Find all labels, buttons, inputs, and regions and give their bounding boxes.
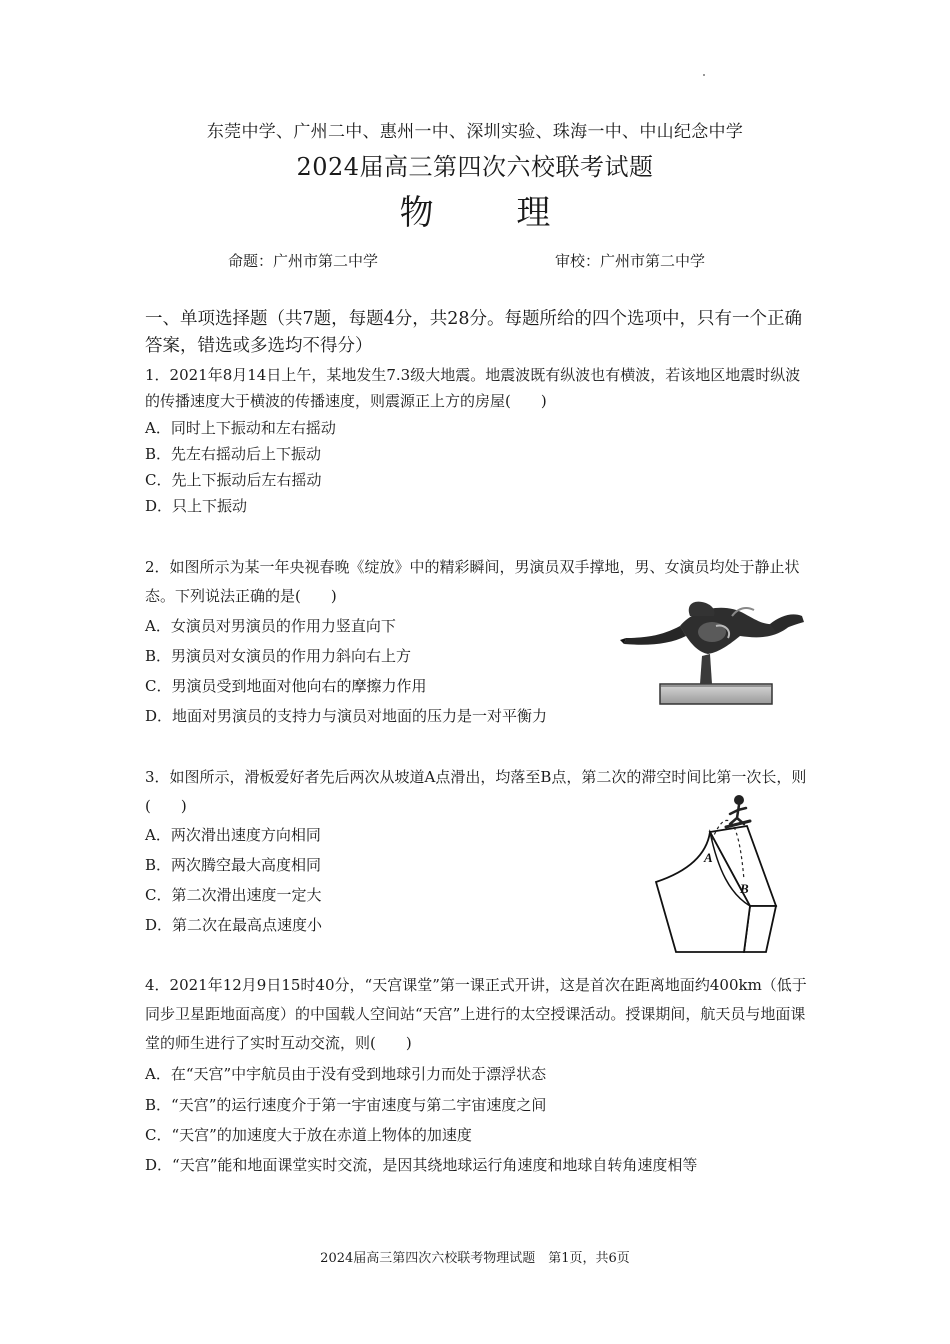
exam-title: 2024届高三第四次六校联考试题 (296, 153, 654, 181)
point-a-label: A (704, 850, 713, 865)
question-3-option-b: B．两次腾空最大高度相同 (145, 856, 322, 874)
question-2-option-c: C．男演员受到地面对他向右的摩擦力作用 (145, 677, 427, 695)
question-4-option-b: B．“天宫”的运行速度介于第一宇宙速度与第二宇宙速度之间 (145, 1096, 547, 1114)
question-3-option-c: C．第二次滑出速度一定大 (145, 886, 322, 904)
question-2-option-a: A．女演员对男演员的作用力竖直向下 (145, 617, 396, 635)
section-heading: 一、单项选择题（共7题，每题4分，共28分。每题所给的四个选项中，只有一个正确答案，错选或多选均不得分） (145, 309, 803, 356)
question-1-option-a: A．同时上下振动和左右摇动 (145, 419, 336, 437)
page-footer: 2024届高三第四次六校联考物理试题 第1页，共6页 (320, 1251, 630, 1266)
question-1-stem: 1．2021年8月14日上午，某地发生7.3级大地震。地震波既有纵波也有横波，若该地区地震时纵波的传播速度大于横波的传播速度，则震源正上方的房屋( ) (145, 366, 801, 410)
speck (703, 74, 705, 76)
question-4-option-c: C．“天宫”的加速度大于放在赤道上物体的加速度 (145, 1126, 472, 1144)
question-3-option-d: D．第二次在最高点速度小 (145, 916, 323, 934)
question-2-stem: 2．如图所示为某一年央视春晚《绽放》中的精彩瞬间，男演员双手撑地，男、女演员均处于静止状态。下列说法正确的是( ) (145, 558, 800, 605)
school-list: 东莞中学、广州二中、惠州一中、深圳实验、珠海一中、中山纪念中学 (206, 122, 744, 142)
subject-title: 物 理 (399, 193, 587, 233)
question-3-option-a: A．两次滑出速度方向相同 (145, 826, 321, 844)
reviewer-credit: 审校：广州市第二中学 (555, 252, 706, 270)
skateboard-ramp-figure (652, 790, 782, 955)
point-b-label: B (740, 881, 749, 896)
author-credit: 命题：广州市第二中学 (228, 252, 379, 270)
question-1-option-b: B．先左右摇动后上下振动 (145, 445, 322, 463)
dancers-figure (620, 596, 810, 712)
question-4-stem: 4．2021年12月9日15时40分，“天宫课堂”第一课正式开讲，这是首次在距离地面约400km（低于同步卫星距地面高度）的中国载人空间站“天宫”上进行的太空授课活动。授课期间，航天员与地面课堂的师生进行了实时互动交流，则( ) (145, 976, 807, 1052)
question-3-stem: 3．如图所示，滑板爱好者先后两次从坡道A点滑出，均落至B点，第二次的滞空时间比第一次长，则( ) (145, 768, 807, 815)
question-4-option-d: D．“天宫”能和地面课堂实时交流，是因其绕地球运行角速度和地球自转角速度相等 (145, 1156, 698, 1174)
question-1-option-c: C．先上下振动后左右摇动 (145, 471, 322, 489)
question-4-option-a: A．在“天宫”中宇航员由于没有受到地球引力而处于漂浮状态 (145, 1065, 547, 1083)
question-2-option-b: B．男演员对女演员的作用力斜向右上方 (145, 647, 412, 665)
question-2-option-d: D．地面对男演员的支持力与演员对地面的压力是一对平衡力 (145, 707, 548, 725)
question-1-option-d: D．只上下振动 (145, 497, 248, 515)
